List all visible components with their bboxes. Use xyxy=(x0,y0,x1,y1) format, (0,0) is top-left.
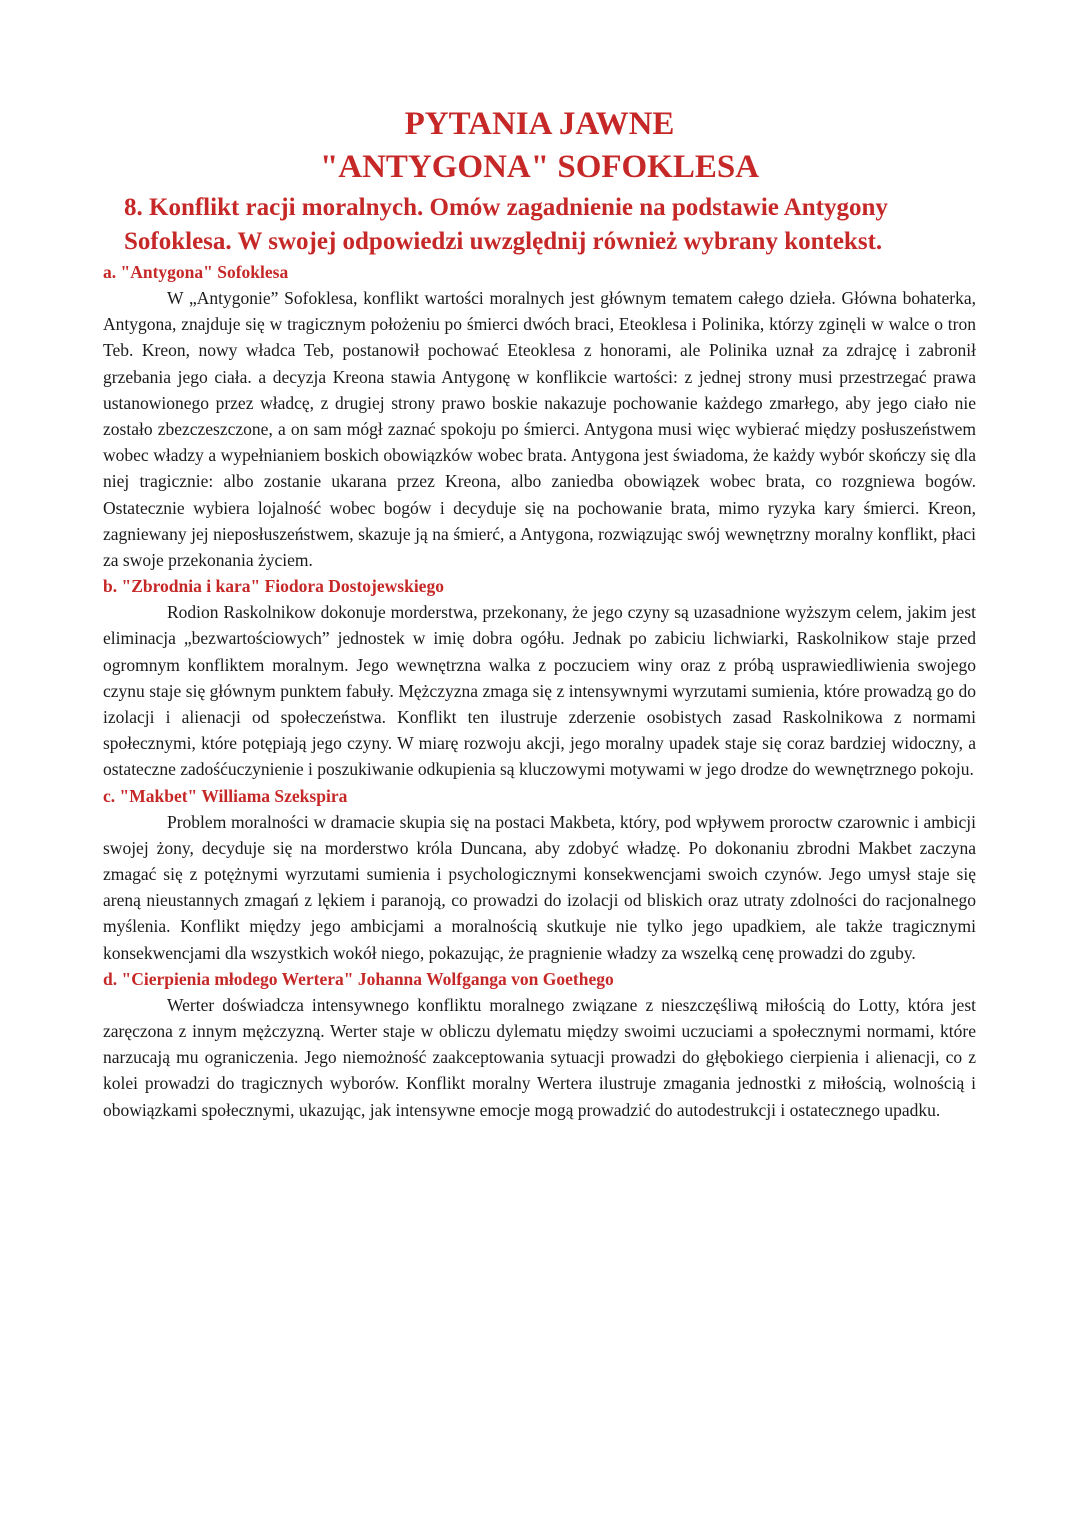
section-paragraph: Problem moralności w dramacie skupia się na postaci Makbeta, który, pod wpływem proroctw czarownic i ambicji swojej żony, decyduje się na morderstwo króla Duncana, aby zdobyć władzę. Po dokonaniu zbrodni Makbet zaczyna zmagać się z potężnymi wyrzutami sumienia i psychologicznymi konsekwencjami swoich czynów. Jego umysł staje się areną nieustannych zmagań z lękiem i paranoją, co prowadzi do izolacji od bliskich oraz utraty zdolności do racjonalnego myślenia. Konflikt między jego ambicjami a moralnością skutkuje nie tylko jego upadkiem, ale także tragicznymi konsekwencjami dla wszystkich wokół niego, pokazując, że pragnienie władzy za wszelką cenę prowadzi do zguby. xyxy=(103,811,976,963)
exam-question: 8. Konflikt racji moralnych. Omów zagadnienie na podstawie Antygony Sofoklesa. W swojej odpowiedzi uwzględnij również wybrany kontekst. xyxy=(124,194,888,255)
section-paragraph: Rodion Raskolnikow dokonuje morderstwa, przekonany, że jego czyny są uzasadnione wyższym celem, jakim jest eliminacja „bezwartościowych” jednostek w imię dobra ogółu. Jednak po zabiciu lichwiarki, Raskolnikow staje przed ogromnym konfliktem moralnym. Jego wewnętrzna walka z poczuciem winy oraz z próbą usprawiedliwienia swojego czynu staje się głównym punktem fabuły. Mężczyzna zmaga się z intensywnymi wyrzutami sumienia, które prowadzą go do izolacji i alienacji od społeczeństwa. Konflikt ten ilustruje zderzenie osobistych zasad Raskolnikowa z normami społecznymi, które potępiają jego czyny. W miarę rozwoju akcji, jego moralny upadek staje się coraz bardziej widoczny, a ostateczne zadośćuczynienie i poszukiwanie odkupienia są kluczowymi motywami w jego drodze do wewnętrznego pokoju. xyxy=(103,602,976,780)
section-heading: a. "Antygona" Sofoklesa xyxy=(103,262,289,282)
section-makbet xyxy=(103,783,976,966)
section-zbrodnia-i-kara xyxy=(103,573,976,782)
section-heading: d. "Cierpienia młodego Wertera" Johanna Wolfganga von Goethego xyxy=(103,968,614,989)
document-title-line-2: "ANTYGONA" SOFOKLESA xyxy=(319,149,760,185)
section-paragraph: W „Antygonie” Sofoklesa, konflikt wartości moralnych jest głównym tematem całego dzieła. Główna bohaterka, Antygona, znajduje się w tragicznym położeniu po śmierci dwóch braci, Eteoklesa i Polinika, którzy zginęli w walce o tron Teb. Kreon, nowy władca Teb, postanowił pochować Eteoklesa z honorami, ale Polinika uznał za zdrajcę i zabronił grzebania jego ciała. a decyzja Kreona stawia Antygonę w konflikcie wartości: z jednej strony musi przestrzegać prawa ustanowionego przez władcę, z drugiej strony prawo boskie nakazuje pochowanie każdego zmarłego, aby jego ciało nie zostało zbezczeszczone, a on sam mógł zaznać spokoju po śmierci. Antygona musi więc wybierać między posłuszeństwem wobec władzy a wypełnianiem boskich obowiązków wobec brata. Antygona jest świadoma, że każdy wybór skończy się dla niej tragicznie: albo zostanie ukarana przez Kreona, albo zaniedba obowiązek wobec brata, co rozgniewa bogów. Ostatecznie wybiera lojalność wobec bogów i decyduje się na pochowanie brata, mimo ryzyka kary śmierci. Kreon, zagniewany jej nieposłuszeństwem, skazuje ją na śmierć, a Antygona, rozwiązując swój wewnętrzny moralny konflikt, płaci za swoje przekonania życiem. xyxy=(103,288,976,571)
section-paragraph: Werter doświadcza intensywnego konfliktu moralnego związane z nieszczęśliwą miłością do Lotty, która jest zaręczona z innym mężczyzną. Werter staje w obliczu dylematu między swoimi uczuciami a społecznymi normami, które narzucają mu ograniczenia. Jego niemożność zaakceptowania sytuacji prowadzi do głębokiego cierpienia i alienacji, co z kolei prowadzi do tragicznych wyborów. Konflikt moralny Wertera ilustruje zmagania jednostki z miłością, wolnością i obowiązkami społecznymi, ukazując, jak intensywne emocje mogą prowadzić do autodestrukcji i ostatecznego upadku. xyxy=(103,994,976,1120)
document-title-line-1: PYTANIA JAWNE xyxy=(404,106,675,142)
section-werter xyxy=(103,966,976,1123)
section-antygona xyxy=(103,259,976,573)
section-heading: b. "Zbrodnia i kara" Fiodora Dostojewskiego xyxy=(103,576,444,597)
document-page xyxy=(103,103,976,1123)
section-heading: c. "Makbet" Williama Szekspira xyxy=(103,785,348,806)
